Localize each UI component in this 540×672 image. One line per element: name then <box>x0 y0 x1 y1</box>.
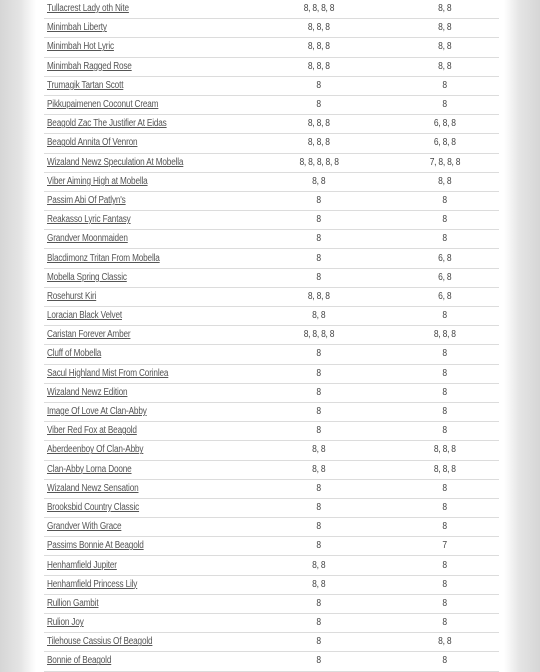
dog-name-link[interactable]: Minimbah Ragged Rose <box>47 60 132 72</box>
table-row <box>44 326 499 345</box>
scores-column-a-cell <box>247 211 388 230</box>
dog-name-link[interactable]: Clan-Abby Lorna Doone <box>47 463 132 475</box>
dog-name-cell <box>44 422 247 441</box>
scores-column-a-value: 8 <box>316 252 322 264</box>
scores-column-a-value: 8 <box>316 521 322 533</box>
scores-column-a-value: 8, 8, 8 <box>308 290 330 302</box>
scores-column-a-value: 8 <box>316 271 322 283</box>
dog-name-link[interactable]: Henhamfield Jupiter <box>47 559 117 571</box>
dog-name-link[interactable]: Viber Red Fox at Beagold <box>47 425 137 437</box>
dog-name-link[interactable]: Minimbah Hot Lyric <box>47 41 114 53</box>
scores-column-b-value: 8, 8 <box>438 22 452 34</box>
dog-name-cell <box>44 594 247 613</box>
scores-column-b-cell <box>388 537 499 556</box>
scores-column-a-value: 8, 8 <box>312 444 326 456</box>
scores-column-b-value: 8, 8 <box>438 41 452 53</box>
results-table <box>44 0 499 672</box>
scores-column-a-value: 8 <box>316 99 322 111</box>
scores-column-b-cell <box>388 172 499 191</box>
scores-column-a-cell <box>247 57 388 76</box>
scores-column-b-cell <box>388 287 499 306</box>
scores-column-a-value: 8, 8, 8 <box>308 137 330 149</box>
scores-column-a-value: 8 <box>316 540 322 552</box>
dog-name-cell <box>44 57 247 76</box>
scores-column-b-cell <box>388 307 499 326</box>
scores-column-a-value: 8, 8 <box>312 578 326 590</box>
dog-name-cell <box>44 460 247 479</box>
scores-column-b-value: 8 <box>442 425 448 437</box>
scores-column-b-value: 8, 8 <box>438 175 452 187</box>
scores-column-a-cell <box>247 172 388 191</box>
scores-column-a-cell <box>247 95 388 114</box>
scores-column-b-cell <box>388 211 499 230</box>
scores-column-a-value: 8, 8 <box>312 310 326 322</box>
scores-column-b-cell <box>388 422 499 441</box>
scores-column-b-cell <box>388 652 499 671</box>
dog-name-link[interactable]: Wizaland Newz Speculation At Mobella <box>47 156 184 168</box>
dog-name-link[interactable]: Aberdeenboy Of Clan-Abby <box>47 444 144 456</box>
scores-column-b-cell <box>388 115 499 134</box>
scores-column-a-value: 8 <box>316 406 322 418</box>
scores-column-b-value: 8 <box>442 617 448 629</box>
table-row <box>44 556 499 575</box>
scores-column-a-cell <box>247 19 388 38</box>
scores-column-b-value: 8, 8, 8 <box>434 463 456 475</box>
table-row <box>44 575 499 594</box>
table-row <box>44 652 499 671</box>
scores-column-a-cell <box>247 364 388 383</box>
scores-column-b-value: 8 <box>442 559 448 571</box>
scores-column-a-value: 8, 8, 8 <box>308 60 330 72</box>
dog-name-cell <box>44 326 247 345</box>
table-row <box>44 287 499 306</box>
scores-column-b-cell <box>388 460 499 479</box>
scores-column-a-value: 8, 8, 8, 8, 8 <box>299 156 339 168</box>
table-row <box>44 95 499 114</box>
table-row <box>44 479 499 498</box>
dog-name-cell <box>44 307 247 326</box>
scores-column-a-cell <box>247 652 388 671</box>
scores-column-a-value: 8 <box>316 636 322 648</box>
scores-column-b-cell <box>388 134 499 153</box>
scores-column-a-cell <box>247 230 388 249</box>
scores-column-b-cell <box>388 498 499 517</box>
table-row <box>44 345 499 364</box>
dog-name-link[interactable]: Tullacrest Lady oth Nite <box>47 3 129 15</box>
scores-column-a-value: 8, 8, 8, 8 <box>303 329 335 341</box>
scores-column-b-value: 8, 8, 8 <box>434 444 456 456</box>
scores-column-a-cell <box>247 268 388 287</box>
scores-column-a-cell <box>247 76 388 95</box>
scores-column-a-value: 8 <box>316 367 322 379</box>
dog-name-link[interactable]: Reakasso Lyric Fantasy <box>47 214 131 226</box>
scores-column-b-value: 6, 8 <box>438 290 452 302</box>
dog-name-cell <box>44 383 247 402</box>
scores-column-b-cell <box>388 364 499 383</box>
dog-name-link[interactable]: Cluff of Mobella <box>47 348 102 360</box>
dog-name-cell <box>44 518 247 537</box>
results-table-body <box>44 0 499 671</box>
dog-name-link[interactable]: Blacdimonz Tritan From Mobella <box>47 252 160 264</box>
dog-name-link[interactable]: Beagold Zac The Justifier At Eidas <box>47 118 167 130</box>
dog-name-cell <box>44 537 247 556</box>
scores-column-b-value: 8 <box>442 99 448 111</box>
dog-name-cell <box>44 19 247 38</box>
dog-name-link[interactable]: Grandver With Grace <box>47 521 122 533</box>
scores-column-b-cell <box>388 594 499 613</box>
scores-column-a-value: 8 <box>316 386 322 398</box>
dog-name-link[interactable]: Henhamfield Princess Lily <box>47 578 138 590</box>
dog-name-cell <box>44 614 247 633</box>
dog-name-link[interactable]: Rullion Gambit <box>47 597 99 609</box>
scores-column-a-cell <box>247 402 388 421</box>
scores-column-b-cell <box>388 191 499 210</box>
scores-column-a-cell <box>247 441 388 460</box>
scores-column-b-value: 8 <box>442 310 448 322</box>
scores-column-b-cell <box>388 633 499 652</box>
table-row <box>44 172 499 191</box>
scores-column-a-cell <box>247 326 388 345</box>
scores-column-a-cell <box>247 575 388 594</box>
scores-column-a-cell <box>247 307 388 326</box>
scores-column-a-value: 8 <box>316 597 322 609</box>
scores-column-b-value: 8 <box>442 597 448 609</box>
scores-column-a-value: 8 <box>316 617 322 629</box>
scores-column-b-value: 8 <box>442 386 448 398</box>
dog-name-link[interactable]: Brooksbid Country Classic <box>47 501 140 513</box>
table-row <box>44 633 499 652</box>
dog-name-cell <box>44 268 247 287</box>
scores-column-b-value: 8, 8 <box>438 636 452 648</box>
dog-name-cell <box>44 172 247 191</box>
dog-name-cell <box>44 38 247 57</box>
scores-column-b-cell <box>388 249 499 268</box>
dog-name-link[interactable]: Passims Bonnie At Beagold <box>47 540 144 552</box>
table-row <box>44 614 499 633</box>
scores-column-b-cell <box>388 402 499 421</box>
scores-column-b-value: 8, 8, 8 <box>434 329 456 341</box>
scores-column-a-cell <box>247 115 388 134</box>
scores-column-b-value: 8 <box>442 501 448 513</box>
scores-column-b-value: 8 <box>442 367 448 379</box>
dog-name-link[interactable]: Mobella Spring Classic <box>47 271 127 283</box>
scores-column-b-cell <box>388 19 499 38</box>
scores-column-a-cell <box>247 383 388 402</box>
table-row <box>44 211 499 230</box>
scores-column-a-cell <box>247 537 388 556</box>
dog-name-cell <box>44 633 247 652</box>
dog-name-link[interactable]: Loracian Black Velvet <box>47 310 122 322</box>
table-row <box>44 537 499 556</box>
dog-name-cell <box>44 402 247 421</box>
scores-column-a-cell <box>247 498 388 517</box>
scores-column-a-value: 8 <box>316 501 322 513</box>
scores-column-a-cell <box>247 38 388 57</box>
dog-name-cell <box>44 556 247 575</box>
table-row <box>44 307 499 326</box>
table-row <box>44 134 499 153</box>
scores-column-a-value: 8, 8, 8 <box>308 41 330 53</box>
table-row <box>44 422 499 441</box>
dog-name-cell <box>44 95 247 114</box>
scores-column-a-value: 8, 8, 8 <box>308 22 330 34</box>
scores-column-b-value: 6, 8, 8 <box>434 118 456 130</box>
scores-column-b-value: 8 <box>442 233 448 245</box>
dog-name-link[interactable]: Tilehouse Cassius Of Beagold <box>47 636 153 648</box>
scores-column-a-value: 8, 8 <box>312 175 326 187</box>
dog-name-link[interactable]: Viber Aiming High at Mobella <box>47 175 148 187</box>
scores-column-a-cell <box>247 345 388 364</box>
dog-name-link[interactable]: Trumagik Tartan Scott <box>47 79 124 91</box>
scores-column-b-value: 8 <box>442 578 448 590</box>
table-row <box>44 364 499 383</box>
scores-column-a-value: 8 <box>316 348 322 360</box>
scores-column-a-value: 8 <box>316 214 322 226</box>
scores-column-b-cell <box>388 614 499 633</box>
dog-name-cell <box>44 249 247 268</box>
scores-column-a-value: 8 <box>316 482 322 494</box>
table-row <box>44 498 499 517</box>
scores-column-b-value: 6, 8 <box>438 271 452 283</box>
scores-column-a-value: 8, 8, 8, 8 <box>303 3 335 15</box>
dog-name-cell <box>44 652 247 671</box>
scores-column-b-cell <box>388 345 499 364</box>
dog-name-link[interactable]: Grandver Moonmaiden <box>47 233 128 245</box>
scores-column-b-value: 7 <box>442 540 448 552</box>
table-row <box>44 268 499 287</box>
dog-name-link[interactable]: Wizaland Newz Sensation <box>47 482 139 494</box>
scores-column-a-cell <box>247 0 388 19</box>
scores-column-b-cell <box>388 575 499 594</box>
scores-column-a-value: 8, 8 <box>312 559 326 571</box>
scores-column-a-cell <box>247 249 388 268</box>
scores-column-a-cell <box>247 134 388 153</box>
table-row <box>44 191 499 210</box>
scores-column-a-value: 8 <box>316 425 322 437</box>
scores-column-b-cell <box>388 57 499 76</box>
dog-name-cell <box>44 230 247 249</box>
table-row <box>44 402 499 421</box>
dog-name-cell <box>44 479 247 498</box>
scores-column-b-value: 8 <box>442 482 448 494</box>
dog-name-link[interactable]: Pikkupaimenen Coconut Cream <box>47 99 159 111</box>
scores-column-b-value: 7, 8, 8, 8 <box>429 156 461 168</box>
scores-column-a-cell <box>247 633 388 652</box>
scores-column-a-value: 8 <box>316 194 322 206</box>
dog-name-link[interactable]: Image Of Love At Clan-Abby <box>47 406 147 418</box>
dog-name-cell <box>44 345 247 364</box>
scores-column-b-cell <box>388 95 499 114</box>
scores-column-a-value: 8 <box>316 233 322 245</box>
scores-column-b-cell <box>388 153 499 172</box>
scores-column-b-cell <box>388 383 499 402</box>
dog-name-cell <box>44 211 247 230</box>
scores-column-b-value: 6, 8, 8 <box>434 137 456 149</box>
scores-column-a-cell <box>247 614 388 633</box>
dog-name-link[interactable]: Caristan Forever Amber <box>47 329 131 341</box>
dog-name-cell <box>44 153 247 172</box>
dog-name-cell <box>44 364 247 383</box>
scores-column-b-cell <box>388 230 499 249</box>
table-row <box>44 518 499 537</box>
scores-column-b-cell <box>388 479 499 498</box>
scores-column-b-cell <box>388 38 499 57</box>
table-row <box>44 38 499 57</box>
scores-column-b-value: 8 <box>442 348 448 360</box>
scores-column-b-value: 6, 8 <box>438 252 452 264</box>
dog-name-link[interactable]: Wizaland Newz Edition <box>47 386 128 398</box>
dog-name-link[interactable]: Passim Abi Of Patlyn's <box>47 194 126 206</box>
dog-name-link[interactable]: Rosehurst Kiri <box>47 290 97 302</box>
dog-name-cell <box>44 287 247 306</box>
scores-column-a-cell <box>247 191 388 210</box>
scores-column-b-value: 8 <box>442 214 448 226</box>
scores-column-b-value: 8 <box>442 406 448 418</box>
scores-column-a-value: 8, 8 <box>312 463 326 475</box>
table-row <box>44 0 499 19</box>
scores-column-a-cell <box>247 518 388 537</box>
scores-column-a-cell <box>247 594 388 613</box>
table-row <box>44 19 499 38</box>
dog-name-cell <box>44 0 247 19</box>
table-row <box>44 230 499 249</box>
table-row <box>44 460 499 479</box>
scores-column-b-value: 8 <box>442 79 448 91</box>
scores-column-a-value: 8 <box>316 79 322 91</box>
table-row <box>44 115 499 134</box>
dog-name-cell <box>44 134 247 153</box>
dog-name-cell <box>44 498 247 517</box>
scores-column-a-value: 8 <box>316 655 322 667</box>
scores-column-a-cell <box>247 153 388 172</box>
scores-column-a-cell <box>247 479 388 498</box>
dog-name-cell <box>44 575 247 594</box>
dog-name-link[interactable]: Minimbah Liberty <box>47 22 107 34</box>
dog-name-cell <box>44 441 247 460</box>
table-row <box>44 594 499 613</box>
scores-column-b-cell <box>388 556 499 575</box>
scores-column-b-value: 8 <box>442 655 448 667</box>
dog-name-link[interactable]: Sacul Highland Mist From Corinlea <box>47 367 169 379</box>
dog-name-cell <box>44 76 247 95</box>
dog-name-cell <box>44 191 247 210</box>
dog-name-cell <box>44 115 247 134</box>
dog-name-link[interactable]: Bonnie of Beagold <box>47 655 112 667</box>
scores-column-b-cell <box>388 441 499 460</box>
table-row <box>44 153 499 172</box>
dog-name-link[interactable]: Beagold Annita Of Venron <box>47 137 138 149</box>
scores-column-a-cell <box>247 460 388 479</box>
scores-column-a-cell <box>247 287 388 306</box>
table-row <box>44 441 499 460</box>
scores-column-a-cell <box>247 422 388 441</box>
table-row <box>44 249 499 268</box>
scores-column-b-value: 8 <box>442 194 448 206</box>
table-row <box>44 76 499 95</box>
scores-column-a-value: 8, 8, 8 <box>308 118 330 130</box>
table-row <box>44 57 499 76</box>
scores-column-a-cell <box>247 556 388 575</box>
scores-column-b-cell <box>388 76 499 95</box>
table-row <box>44 383 499 402</box>
scores-column-b-cell <box>388 268 499 287</box>
scores-column-b-cell <box>388 0 499 19</box>
scores-column-b-value: 8, 8 <box>438 60 452 72</box>
scores-column-b-cell <box>388 326 499 345</box>
dog-name-link[interactable]: Rulion Joy <box>47 617 84 629</box>
scores-column-b-value: 8 <box>442 521 448 533</box>
scores-column-b-cell <box>388 518 499 537</box>
scores-column-b-value: 8, 8 <box>438 3 452 15</box>
